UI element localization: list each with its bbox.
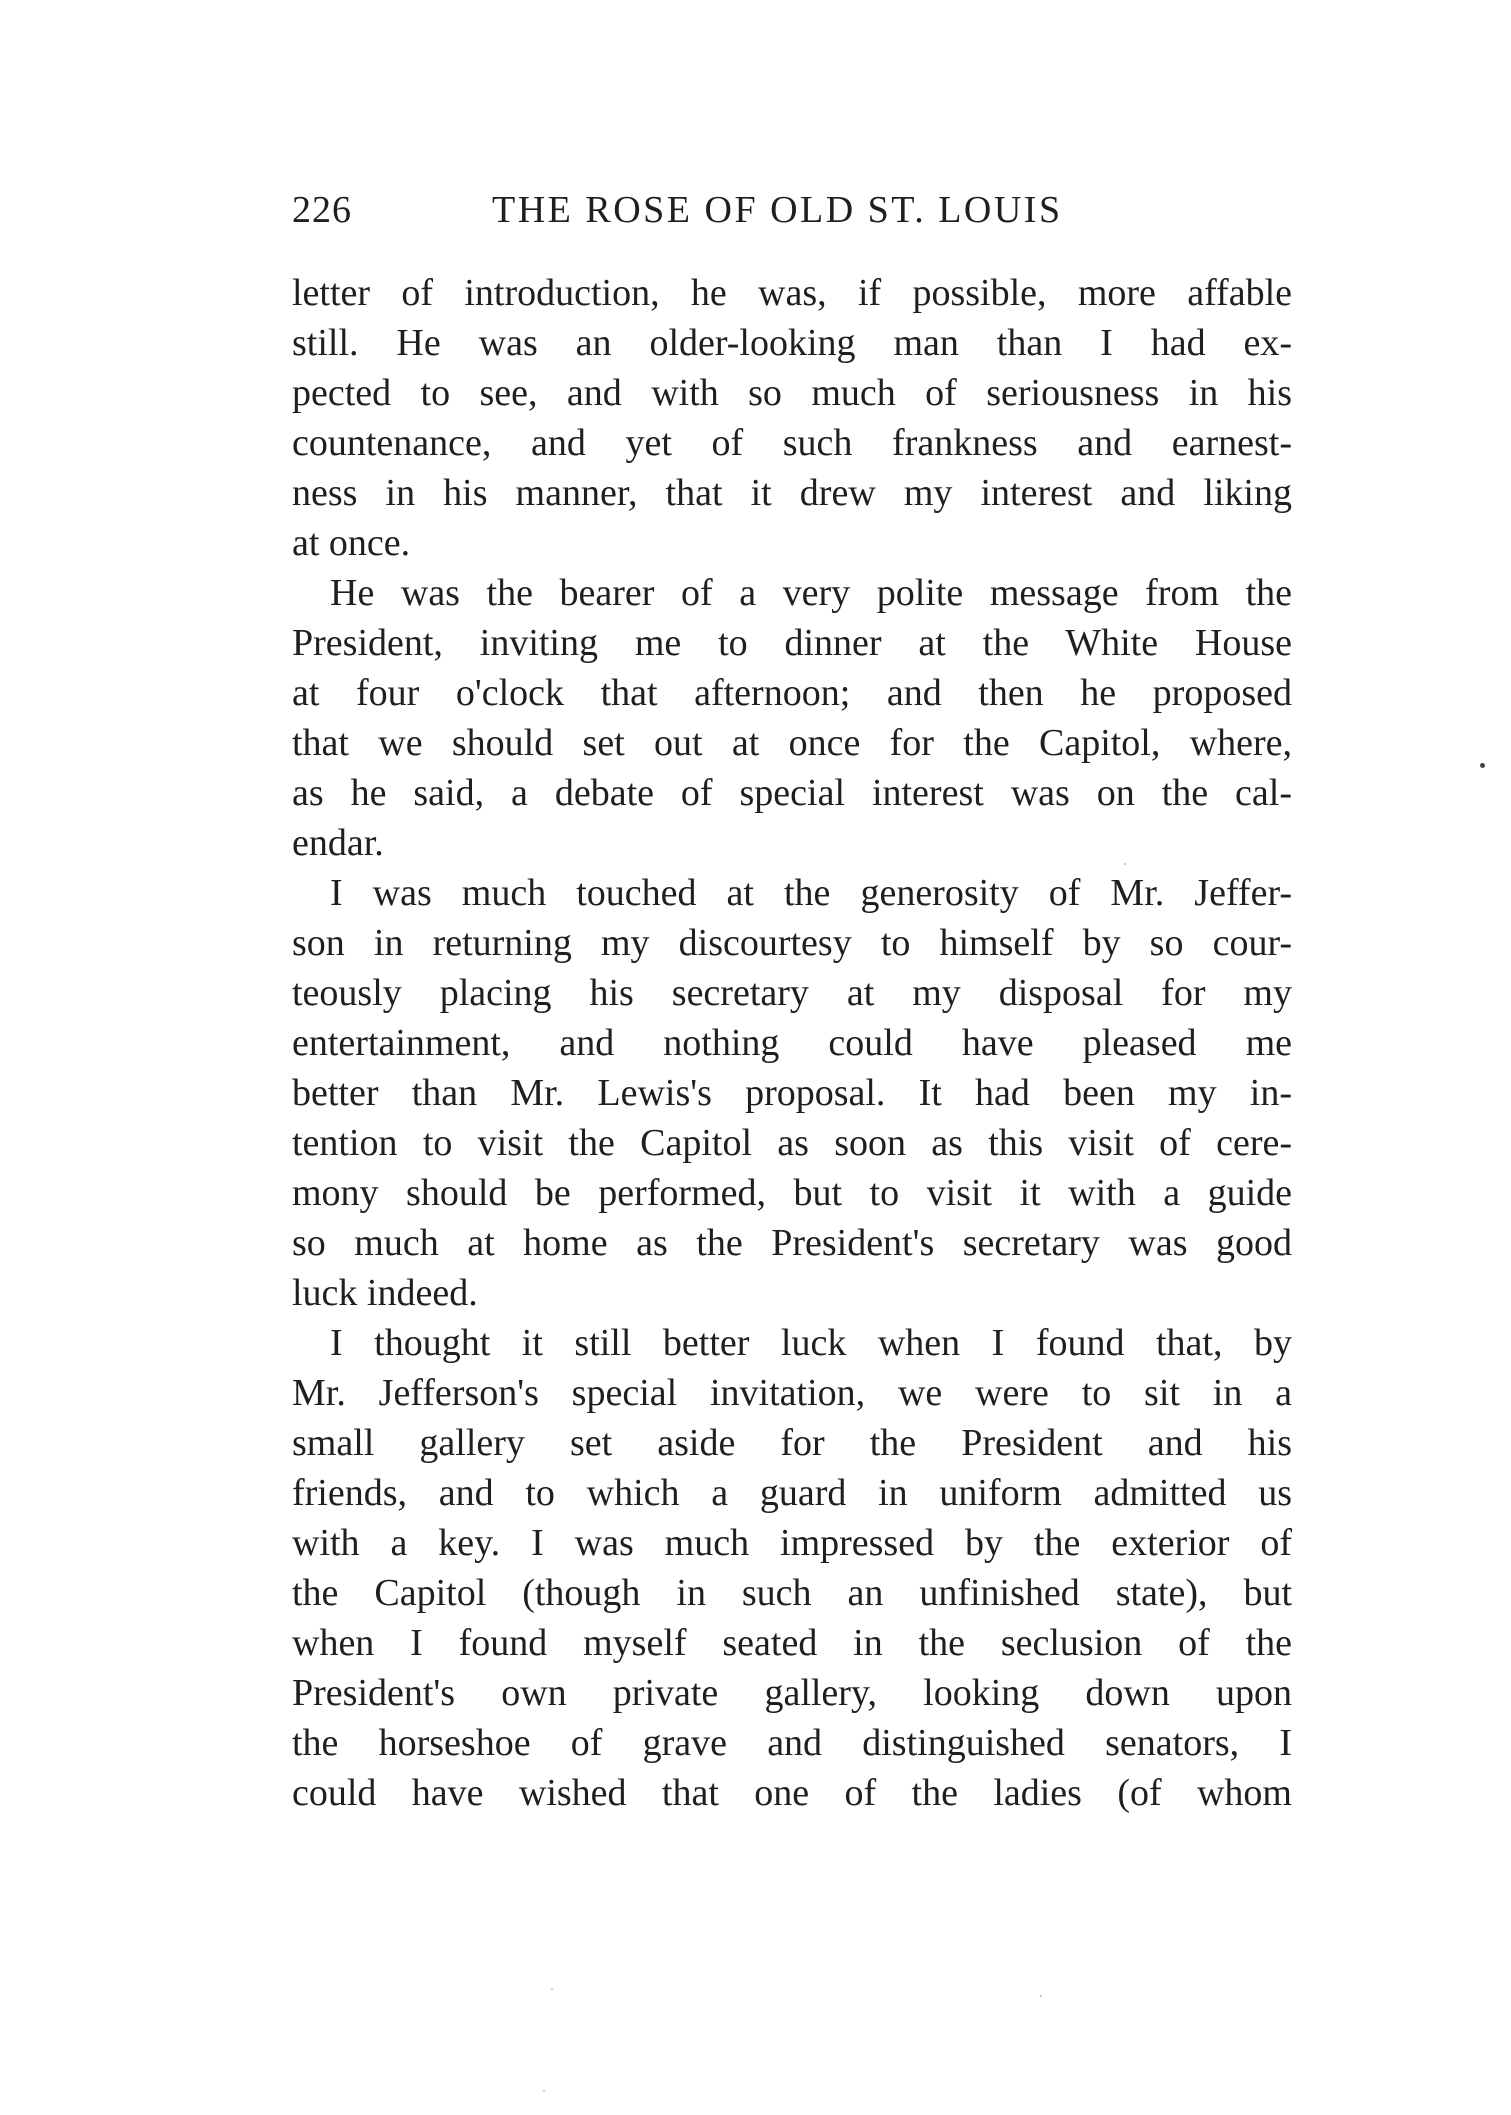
text-line: tention to visit the Capitol as soon as this visit of cere- xyxy=(292,1122,1292,1164)
text-line: luck indeed. xyxy=(292,1272,478,1314)
text-line: entertainment, and nothing could have pleased me xyxy=(292,1022,1292,1064)
text-line: I was much touched at the generosity of Mr. Jeffer- xyxy=(330,872,1292,914)
text-line: when I found myself seated in the seclusion of the xyxy=(292,1622,1292,1664)
text-line: endar. xyxy=(292,822,384,864)
text-line: still. He was an older-looking man than I had ex- xyxy=(292,322,1292,364)
text-line: better than Mr. Lewis's proposal. It had been my in- xyxy=(292,1072,1292,1114)
text-line: so much at home as the President's secretary was good xyxy=(292,1222,1292,1264)
text-line: son in returning my discourtesy to himself by so cour- xyxy=(292,922,1292,964)
scan-speck xyxy=(543,2090,545,2092)
scan-speck xyxy=(1124,863,1126,865)
text-line: friends, and to which a guard in uniform admitted us xyxy=(292,1472,1292,1514)
text-line: the Capitol (though in such an unfinished state), but xyxy=(292,1572,1292,1614)
scan-speck xyxy=(1480,763,1485,768)
text-line: could have wished that one of the ladies (of whom xyxy=(292,1772,1292,1814)
running-title: THE ROSE OF OLD ST. LOUIS xyxy=(492,189,1063,231)
text-line: teously placing his secretary at my disposal for my xyxy=(292,972,1292,1014)
text-line: Mr. Jefferson's special invitation, we were to sit in a xyxy=(292,1372,1292,1414)
text-line: the horseshoe of grave and distinguished senators, I xyxy=(292,1722,1292,1764)
text-line: President's own private gallery, looking down upon xyxy=(292,1672,1292,1714)
text-line: as he said, a debate of special interest was on the cal- xyxy=(292,772,1292,814)
text-line: countenance, and yet of such frankness and earnest- xyxy=(292,422,1292,464)
text-line: I thought it still better luck when I found that, by xyxy=(330,1322,1292,1364)
text-line: pected to see, and with so much of seriousness in his xyxy=(292,372,1292,414)
text-line: letter of introduction, he was, if possible, more affable xyxy=(292,272,1292,314)
text-line: that we should set out at once for the Capitol, where, xyxy=(292,722,1292,764)
page-number: 226 xyxy=(292,189,352,231)
text-line: with a key. I was much impressed by the exterior of xyxy=(292,1522,1292,1564)
text-line: mony should be performed, but to visit it with a guide xyxy=(292,1172,1292,1214)
body-text xyxy=(292,268,1292,1818)
text-line: ness in his manner, that it drew my interest and liking xyxy=(292,472,1292,514)
page-header xyxy=(292,188,1292,248)
text-line: at four o'clock that afternoon; and then he proposed xyxy=(292,672,1292,714)
text-line: at once. xyxy=(292,522,411,564)
scan-speck xyxy=(551,1988,553,1990)
scan-speck xyxy=(1040,1995,1042,1997)
text-line: small gallery set aside for the President and his xyxy=(292,1422,1292,1464)
text-line: President, inviting me to dinner at the White House xyxy=(292,622,1292,664)
text-line: He was the bearer of a very polite message from the xyxy=(330,572,1292,614)
